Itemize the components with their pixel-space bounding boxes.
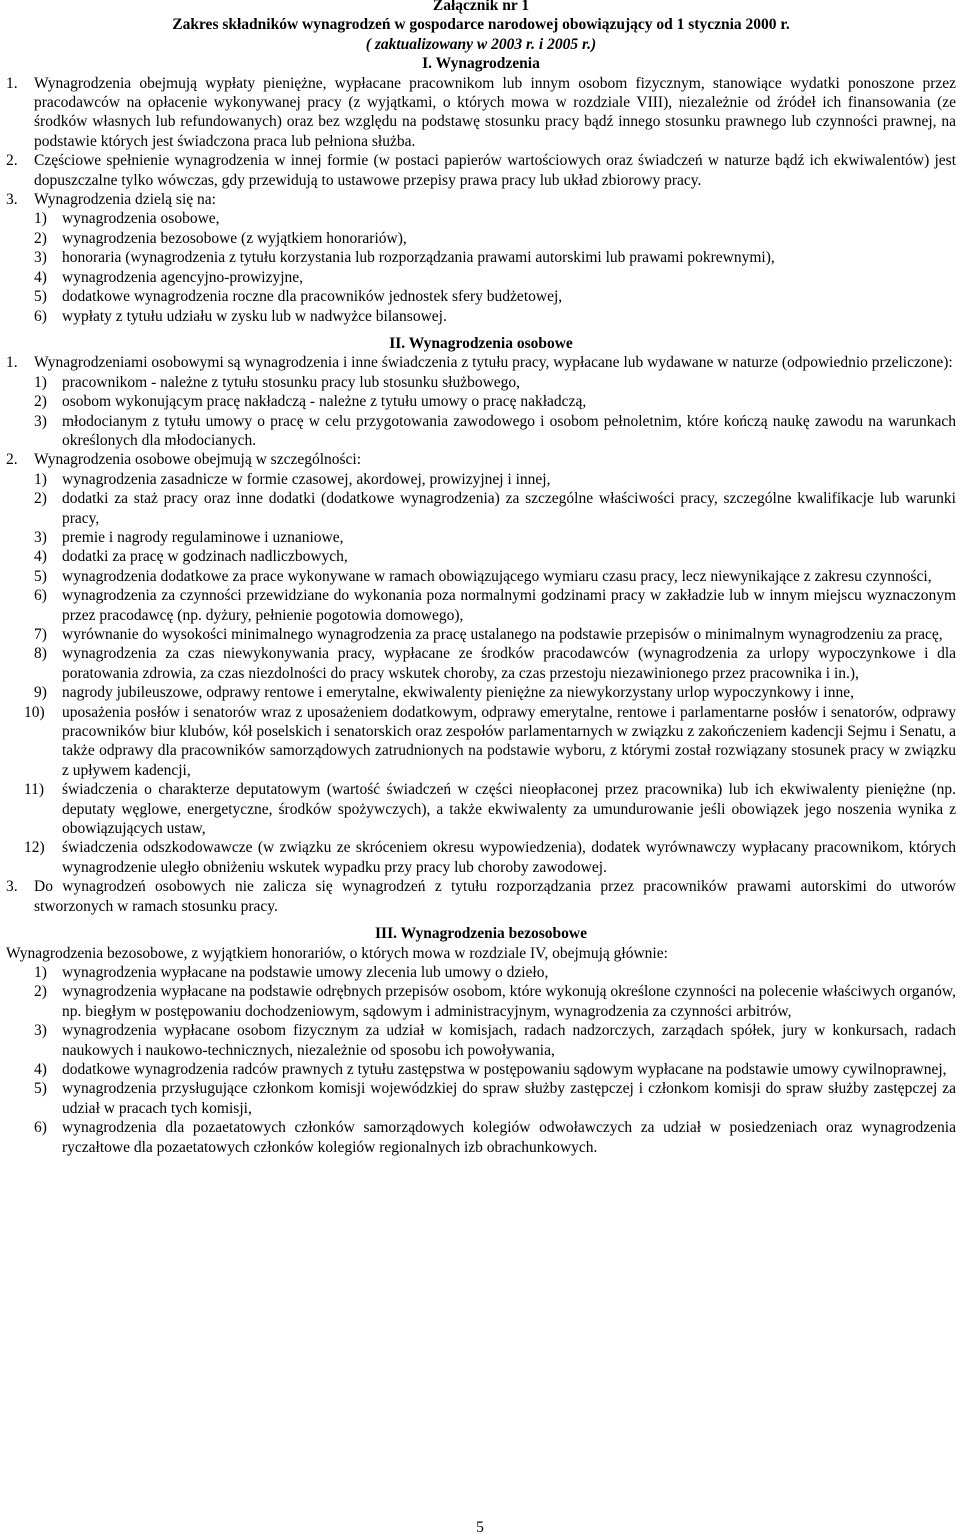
- list-item-number: 3): [34, 249, 47, 267]
- list-item-text: dodatkowe wynagrodzenia radców prawnych z tytułu zastępstwa w postępowaniu sądowym wypłacane na podstawie umowy cywilnoprawnej,: [62, 1060, 947, 1078]
- list-item-text: wynagrodzenia dla pozaetatowych członków samorządowych kolegiów odwoławczych za udział w posiedzeniach oraz wynagrodzenia ryczałtowe dla pozaetatowych członków kolegiów regionalnych izb obrachunkowych.: [62, 1119, 956, 1156]
- list-item-text: wynagrodzenia przysługujące członkom komisji wojewódzkiej do spraw służby zastępczej i członkom komisji do spraw służby zastępczej za udział w pracach tych komisji,: [62, 1080, 956, 1117]
- list-item-number: 6): [34, 307, 47, 325]
- list-item: [6, 644, 956, 683]
- list-item-number: 10): [24, 703, 45, 721]
- s1-list: [6, 209, 956, 325]
- list-item-number: 5): [34, 288, 47, 306]
- s2-list-2: [6, 470, 956, 878]
- list-item-number: 12): [24, 839, 45, 857]
- list-item-number: 3): [34, 1022, 47, 1040]
- item-number: 2.: [6, 152, 18, 170]
- list-item: [6, 489, 956, 528]
- s3-list: [6, 963, 956, 1157]
- s2-list-1: [6, 373, 956, 451]
- list-item-number: 4): [34, 268, 47, 286]
- s2-paragraph-3: [6, 877, 956, 916]
- list-item-text: premie i nagrody regulaminowe i uznaniowe,: [62, 528, 344, 546]
- list-item-text: dodatkowe wynagrodzenia roczne dla pracowników jednostek sfery budżetowej,: [62, 288, 563, 306]
- list-item: [6, 287, 956, 306]
- list-item: [6, 373, 956, 392]
- list-item: [6, 963, 956, 982]
- list-item: [6, 248, 956, 267]
- item-number: 1.: [6, 74, 18, 92]
- document-title: Zakres składników wynagrodzeń w gospodarce narodowej obowiązujący od 1 stycznia 2000 r.: [172, 16, 790, 34]
- list-item: [6, 1060, 956, 1079]
- list-item: [6, 412, 956, 451]
- list-item-number: 5): [34, 567, 47, 585]
- list-item: [6, 625, 956, 644]
- list-item-text: pracownikom - należne z tytułu stosunku pracy lub stosunku służbowego,: [62, 373, 521, 391]
- paragraph-text: Wynagrodzeniami osobowymi są wynagrodzenia i inne świadczenia z tytułu pracy, wypłacane lub wydawane w naturze (odpowiednio przeliczone):: [34, 354, 953, 372]
- list-item-number: 4): [34, 1060, 47, 1078]
- list-item: [6, 392, 956, 411]
- list-item-number: 8): [34, 645, 47, 663]
- list-item-number: 1): [34, 470, 47, 488]
- list-item: [6, 586, 956, 625]
- list-item: [6, 470, 956, 489]
- list-item: [6, 683, 956, 702]
- section-2-title: II. Wynagrodzenia osobowe: [389, 334, 573, 352]
- list-item-number: 11): [24, 781, 45, 799]
- list-item-text: wynagrodzenia za czynności przewidziane do wykonania poza normalnymi godzinami pracy w zakładzie lub w innym miejscu wyznaczonym przez pracodawcę (np. dyżury, pełnienie pogotowia domowego),: [62, 587, 956, 624]
- s1-paragraph-3: [6, 190, 956, 209]
- section-1-title: I. Wynagrodzenia: [422, 55, 540, 73]
- list-item: [6, 567, 956, 586]
- paragraph-text: Częściowe spełnienie wynagrodzenia w innej formie (w postaci papierów wartościowych oraz świadczeń w naturze bądź ich ekwiwalentów) jest dopuszczalne tylko wówczas, gdy przewidują to ustawowe przepisy prawa pracy lub układ zbiorowy pracy.: [34, 152, 956, 189]
- list-item-number: 5): [34, 1080, 47, 1098]
- s2-paragraph-2: [6, 450, 956, 469]
- list-item: [6, 780, 956, 838]
- list-item-text: wynagrodzenia agencyjno-prowizyjne,: [62, 268, 304, 286]
- list-item-text: świadczenia odszkodowawcze (w związku ze skróceniem okresu wypowiedzenia), dodatek wyrównawczy wypłacany pracownikom, których wynagrodzenie uległo obniżeniu wskutek wypadku przy pracy lub choroby zawodowej.: [62, 839, 956, 876]
- item-number: 1.: [6, 354, 18, 372]
- list-item-text: osobom wykonującym pracę nakładczą - należne z tytułu umowy o pracę nakładczą,: [62, 393, 587, 411]
- list-item: [6, 528, 956, 547]
- list-item-text: wynagrodzenia zasadnicze w formie czasowej, akordowej, prowizyjnej i innej,: [62, 470, 551, 488]
- list-item: [6, 838, 956, 877]
- list-item-text: wynagrodzenia wypłacane osobom fizycznym za udział w komisjach, radach nadzorczych, zarządach spółek, jury w konkursach, radach naukowych i naukowo-technicznych, niezależnie od sposobu ich powoływania,: [62, 1022, 956, 1059]
- list-item-number: 6): [34, 587, 47, 605]
- list-item: [6, 1079, 956, 1118]
- document-update-note: ( zaktualizowany w 2003 r. i 2005 r.): [365, 35, 597, 53]
- list-item: [6, 307, 956, 326]
- s1-paragraph-1: [6, 74, 956, 152]
- list-item-text: wypłaty z tytułu udziału w zysku lub w nadwyżce bilansowej.: [62, 307, 447, 325]
- paragraph-text: Wynagrodzenia dzielą się na:: [34, 191, 216, 209]
- list-item: [6, 982, 956, 1021]
- s3-intro: Wynagrodzenia bezosobowe, z wyjątkiem honorariów, o których mowa w rozdziale IV, obejmują głównie:: [6, 944, 668, 962]
- list-item-number: 1): [34, 210, 47, 228]
- item-number: 3.: [6, 878, 18, 896]
- list-item-number: 6): [34, 1119, 47, 1137]
- list-item-number: 1): [34, 963, 47, 981]
- paragraph-text: Do wynagrodzeń osobowych nie zalicza się wynagrodzeń z tytułu rozporządzania przez pracowników prawami autorskimi do utworów stworzonych w ramach stosunku pracy.: [34, 878, 956, 915]
- list-item: [6, 547, 956, 566]
- list-item-text: wynagrodzenia wypłacane na podstawie umowy zlecenia lub umowy o dzieło,: [62, 963, 549, 981]
- list-item-number: 1): [34, 373, 47, 391]
- item-number: 3.: [6, 191, 18, 209]
- item-number: 2.: [6, 451, 18, 469]
- list-item-text: wyrównanie do wysokości minimalnego wynagrodzenia za pracę ustalanego na podstawie przepisów o minimalnym wynagrodzeniu za pracę,: [62, 626, 943, 643]
- list-item: [6, 703, 956, 781]
- list-item: [6, 1021, 956, 1060]
- paragraph-text: Wynagrodzenia osobowe obejmują w szczególności:: [34, 451, 362, 469]
- list-item-number: 9): [34, 684, 47, 702]
- page-number: 5: [476, 1519, 484, 1536]
- list-item-text: wynagrodzenia dodatkowe za prace wykonywane w ramach obowiązującego wymiaru czasu pracy, lecz niewynikające z zakresu czynności,: [62, 567, 932, 585]
- list-item-text: wynagrodzenia osobowe,: [62, 210, 220, 228]
- list-item-number: 3): [34, 412, 47, 430]
- list-item-text: dodatki za staż pracy oraz inne dodatki (dodatkowe wynagrodzenia) za szczególne właściwości pracy, szczególne kwalifikacje lub warunki pracy,: [62, 490, 956, 527]
- list-item: [6, 229, 956, 248]
- document-page: [6, 0, 956, 1157]
- list-item: [6, 209, 956, 228]
- s2-paragraph-1: [6, 353, 956, 372]
- list-item: [6, 268, 956, 287]
- list-item-text: młodocianym z tytułu umowy o pracę w celu przygotowania zawodowego i osobom pełnoletnim, które kończą naukę zawodu na warunkach określonych dla młodocianych.: [62, 412, 956, 449]
- list-item-number: 7): [34, 626, 47, 643]
- list-item-number: 2): [34, 490, 47, 508]
- s1-paragraph-2: [6, 151, 956, 190]
- list-item-text: wynagrodzenia bezosobowe (z wyjątkiem honorariów),: [62, 229, 407, 247]
- list-item-text: dodatki za pracę w godzinach nadliczbowych,: [62, 548, 348, 566]
- section-3-title: III. Wynagrodzenia bezosobowe: [375, 925, 587, 943]
- list-item: [6, 1118, 956, 1157]
- list-item-text: uposażenia posłów i senatorów wraz z uposażeniem dodatkowym, odprawy emerytalne, rentowe i parlamentarne posłów i senatorów, odprawy pracowników biur klubów, kół poselskich i senatorskich oraz zespołów parlamentarnych w związku z zakończeniem kadencji Sejmu i Senatu, a także odprawy dla pracowników samorządowych zatrudnionych na podstawie wyboru, z którymi został rozwiązany stosunek pracy w związku z upływem kadencji,: [62, 703, 956, 779]
- list-item-number: 2): [34, 983, 47, 1001]
- list-item-number: 2): [34, 229, 47, 247]
- list-item-text: świadczenia o charakterze deputatowym (wartość świadczeń w części nieopłaconej przez pracownika) lub ich ekwiwalenty pieniężne (np. deputaty węglowe, energetyczne, środków spożywczych), a także ekwiwalenty za umundurowanie jeśli obowiązek jego noszenia wynika z obowiązujących ustaw,: [62, 781, 956, 838]
- list-item-number: 4): [34, 548, 47, 566]
- list-item-text: wynagrodzenia wypłacane na podstawie odrębnych przepisów osobom, które wykonują określone czynności na polecenie właściwych organów, np. biegłym w postępowaniu dochodzeniowym, sądowym i administracyjnym, wynagrodzenia za czynności arbitrów,: [62, 983, 956, 1020]
- list-item-text: nagrody jubileuszowe, odprawy rentowe i emerytalne, ekwiwalenty pieniężne za niewykorzystany urlop wypoczynkowy i inne,: [62, 684, 854, 702]
- annex-title: Załącznik nr 1: [432, 0, 530, 14]
- list-item-text: wynagrodzenia za czas niewykonywania pracy, wypłacane ze środków pracodawców (wynagrodzenia za urlopy wypoczynkowe i dla poratowania zdrowia, za czas niezdolności do pracy wskutek choroby, za czas przestoju niezawinionego przez pracownika i in.),: [62, 645, 956, 682]
- list-item-number: 3): [34, 528, 47, 546]
- list-item-text: honoraria (wynagrodzenia z tytułu korzystania lub rozporządzania prawami autorskimi lub prawami pokrewnymi),: [62, 249, 775, 267]
- list-item-number: 2): [34, 393, 47, 411]
- paragraph-text: Wynagrodzenia obejmują wypłaty pieniężne, wypłacane pracownikom lub innym osobom fizycznym, stanowiące wydatki ponoszone przez pracodawców na opłacenie wykonywanej pracy (z wyjątkami, o których mowa w rozdziale VIII), niezależnie od źródeł ich finansowania (ze środków własnych lub refundowanych) oraz bez względu na podstawę stosunku pracy bądź innego stosunku prawnego lub czynności prawnej, na podstawie których jest świadczona praca lub pełniona służba.: [34, 74, 956, 150]
